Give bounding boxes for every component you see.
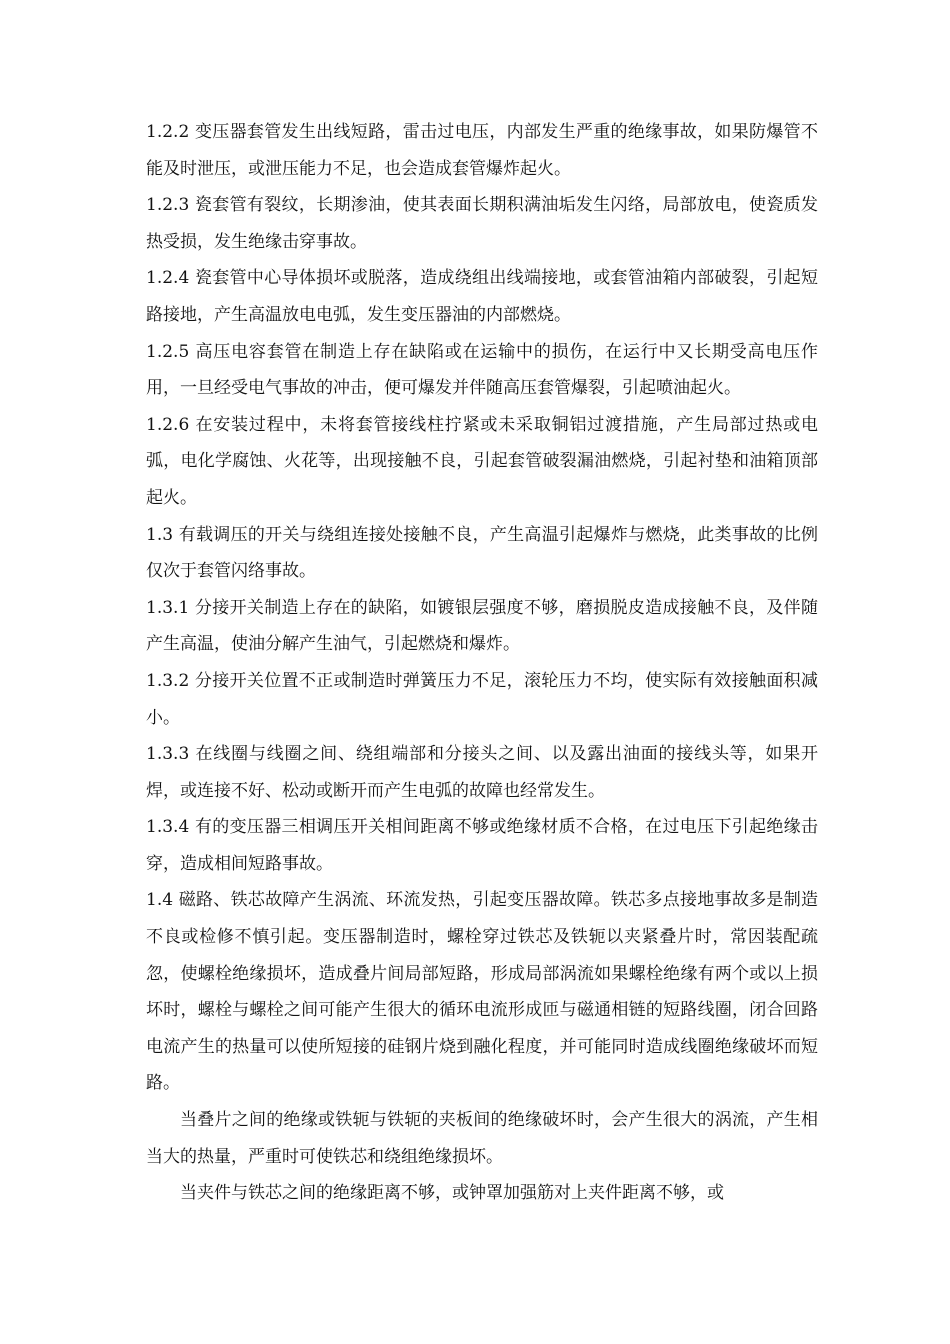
paragraph-1-2-5: 1.2.5 高压电容套管在制造上存在缺陷或在运输中的损伤，在运行中又长期受高电压作用，一旦经受电气事故的冲击，便可爆发并伴随高压套管爆裂，引起喷油起火。 <box>146 341 818 399</box>
paragraph-1-3-3: 1.3.3 在线圈与线圈之间、绕组端部和分接头之间、以及露出油面的接线头等，如果开焊，或连接不好、松动或断开而产生电弧的故障也经常发生。 <box>146 744 818 801</box>
paragraph-1-2-6: 1.2.6 在安装过程中，未将套管接线柱拧紧或未采取铜铝过渡措施，产生局部过热或电弧，电化学腐蚀、火花等，出现接触不良，引起套管破裂漏油燃烧，引起衬垫和油箱顶部起火。 <box>146 414 818 508</box>
paragraph-1-2-3: 1.2.3 瓷套管有裂纹，长期渗油，使其表面长期积满油垢发生闪络，局部放电，使瓷质发热受损，发生绝缘击穿事故。 <box>146 195 818 252</box>
document-body <box>146 114 818 1212</box>
paragraph-clamp-insulation: 当夹件与铁芯之间的绝缘距离不够，或钟罩加强筋对上夹件距离不够，或 <box>180 1183 724 1204</box>
paragraph-1-3-4: 1.3.4 有的变压器三相调压开关相间距离不够或绝缘材质不合格，在过电压下引起绝缘击穿，造成相间短路事故。 <box>146 817 818 874</box>
paragraph-1-2-4: 1.2.4 瓷套管中心导体损坏或脱落，造成绕组出线端接地，或套管油箱内部破裂，引起短路接地，产生高温放电电弧，发生变压器油的内部燃烧。 <box>146 268 818 325</box>
paragraph-1-3-1: 1.3.1 分接开关制造上存在的缺陷，如镀银层强度不够，磨损脱皮造成接触不良，及伴随产生高温，使油分解产生油气，引起燃烧和爆炸。 <box>146 597 818 655</box>
paragraph-1-3-2: 1.3.2 分接开关位置不正或制造时弹簧压力不足，滚轮压力不均，使实际有效接触面积减小。 <box>146 670 818 728</box>
paragraph-1-4: 1.4 磁路、铁芯故障产生涡流、环流发热，引起变压器故障。铁芯多点接地事故多是制造不良或检修不慎引起。变压器制造时，螺栓穿过铁芯及铁轭以夹紧叠片时，常因装配疏忽，使螺栓绝缘损坏，造成叠片间局部短路，形成局部涡流如果螺栓绝缘有两个或以上损坏时，螺栓与螺栓之间可能产生很大的循环电流形成匝与磁通相链的短路线圈，闭合回路电流产生的热量可以使所短接的硅钢片烧到融化程度，并可能同时造成线圈绝缘破坏而短路。 <box>146 890 818 1094</box>
paragraph-1-2-2: 1.2.2 变压器套管发生出线短路，雷击过电压，内部发生严重的绝缘事故，如果防爆管不能及时泄压，或泄压能力不足，也会造成套管爆炸起火。 <box>146 122 818 179</box>
paragraph-1-3: 1.3 有载调压的开关与绕组连接处接触不良，产生高温引起爆炸与燃烧，此类事故的比例仅次于套管闪络事故。 <box>146 524 818 582</box>
paragraph-lamination-insulation: 当叠片之间的绝缘或铁轭与铁轭的夹板间的绝缘破坏时，会产生很大的涡流，产生相当大的热量，严重时可使铁芯和绕组绝缘损坏。 <box>146 1110 818 1167</box>
